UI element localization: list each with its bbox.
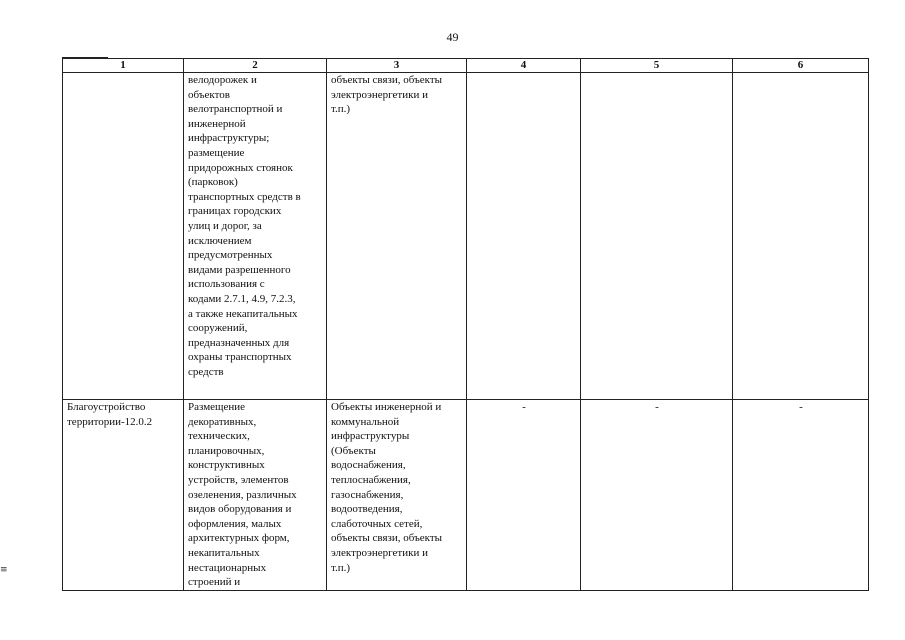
page-number: 49 [446, 30, 459, 44]
capital-objects-description: Объекты инженерной и коммунальной инфраструктуры (Объекты водоснабжения, теплоснабжения, газоснабжения, водоотведения, слаботочных сетей, объекты связи, объекты электроэнергетики и т.п.) [331, 401, 443, 574]
table-cell [581, 400, 733, 591]
use-type-name: Благоустройство территории-12.0.2 [67, 401, 153, 428]
table-cell [327, 73, 467, 400]
table-cell [467, 73, 581, 400]
table-cell [63, 400, 184, 591]
dash-value: - [522, 401, 526, 413]
table-header-row [63, 59, 869, 73]
column-header-2: 2 [184, 59, 327, 73]
permitted-use-description: Размещение декоративных, технических, планировочных, конструктивных устройств, элементов озеленения, различных видов оборудования и оформления, малых архитектурных форм, некапитальных нестационарных строений и [188, 401, 297, 589]
capital-objects-description: объекты связи, объекты электроэнергетики и т.п.) [331, 74, 443, 116]
dash-value: - [655, 401, 659, 413]
table-cell [733, 73, 869, 400]
table-cell [184, 400, 327, 591]
permitted-use-description: велодорожек и объектов велотранспортной и инженерной инфраструктуры; размещение придорожных стоянок (парковок) транспортных средств в границах городских улиц и дорог, за исключением предусмотренных видами разрешенного использования с кодами 2.7.1, 4.9, 7.2.3, а также некапитальных сооружений, предназначенных для охраны транспортных средств [188, 74, 301, 378]
table-cell [63, 73, 184, 400]
table-cell [581, 73, 733, 400]
table-cell [733, 400, 869, 591]
table-row [63, 400, 869, 591]
table-row [63, 73, 869, 400]
table-cell [184, 73, 327, 400]
margin-mark: ≡ [0, 565, 8, 575]
column-header-6: 6 [733, 59, 869, 73]
column-header-1: 1 [63, 59, 184, 73]
column-header-5: 5 [581, 59, 733, 73]
dash-value: - [799, 401, 803, 413]
table-cell [467, 400, 581, 591]
column-header-4: 4 [467, 59, 581, 73]
zoning-table [62, 58, 869, 591]
column-header-3: 3 [327, 59, 467, 73]
table-cell [327, 400, 467, 591]
